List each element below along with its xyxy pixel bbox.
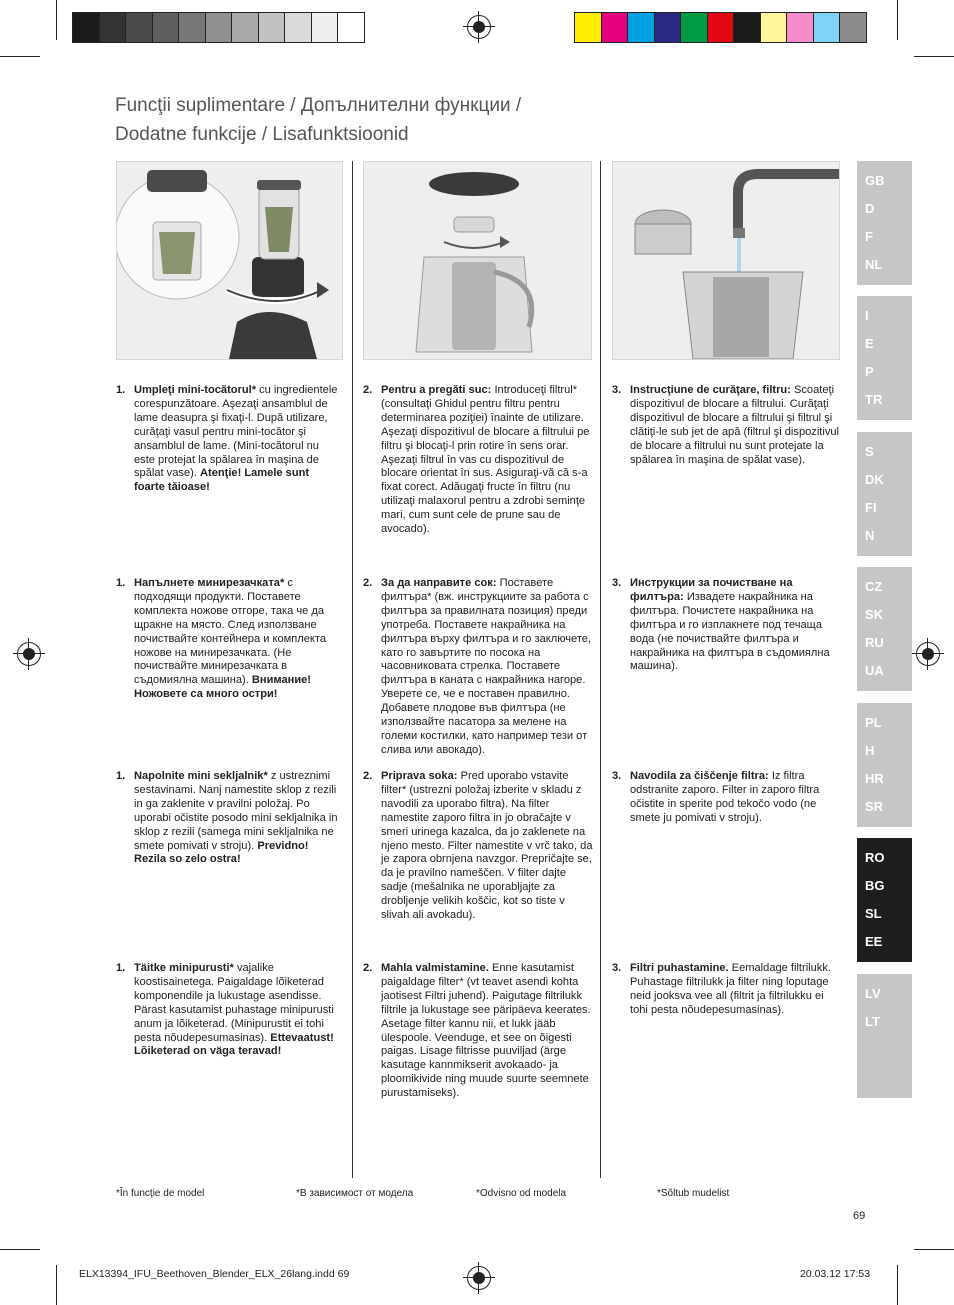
language-tab-sk: SK [865, 607, 884, 622]
color-swatch [655, 13, 682, 42]
step-number: 1. [116, 384, 126, 396]
footnote-ee: *Sõltub mudelist [657, 1188, 730, 1199]
color-swatch [814, 13, 841, 42]
color-swatch [708, 13, 735, 42]
step-body: Eemaldage filtrilukk. Puhastage filtrilukk ja filter ning loputage neid jooksva vee all (filtrit ja filtrilukku ei tohi pesta nõudepesumasinas). [630, 962, 831, 1016]
language-tab-tr: TR [865, 392, 883, 407]
step-heading: За да направите сок: [381, 577, 497, 589]
language-tab-group [857, 161, 912, 285]
step-heading: Napolnite mini sekljalnik* [134, 770, 268, 782]
step-body: Извадете накрайника на филтъра. Почистете накрайника на филтъра и го изплакнете под течаща вода (не почиствайте филтъра и накрайника на филтъра в съдомиялна машина). [630, 590, 830, 673]
registration-mark-icon [467, 15, 491, 39]
language-tab-pl: PL [865, 715, 882, 730]
step-heading: Mahla valmistamine. [381, 962, 489, 974]
mini-chopper-illustration [116, 161, 343, 360]
step-number: 1. [116, 577, 126, 589]
language-tab-group [857, 296, 912, 420]
step-heading: Instrucţiune de curăţare, filtru: [630, 384, 791, 396]
language-tab-e: E [865, 336, 874, 351]
step-body: cu ingredientele corespunzătoare. Aşezaţi ansamblul de lame deasupra şi fixaţi-l. După utilizare, curăţaţi vasul pentru mini-tocător şi ansamblul de lame. (Mini-tocătorul nu este protejat la spălarea în maşina de spălat vase). [134, 384, 338, 480]
color-swatch [206, 13, 233, 42]
language-tab-ro: RO [865, 850, 885, 865]
color-swatch [734, 13, 761, 42]
slug-filename: ELX13394_IFU_Beethoven_Blender_ELX_26lang.indd 69 [79, 1268, 350, 1280]
step-body: Поставете филтъра* (вж. инструкциите за работа с филтъра за правилната позиция) преди употреба. Поставете накрайника на филтъра върху филтъра и го заключете, като го завъртите по посока на часовниковата стрелка. Поставете филтъра в каната с накрайника нагоре. Уверете се, че е поставен правилно. Добавете плодове във филтъра (не използвайте пасатора за мелене на големи костилки, като например тези от слива или авокадо). [381, 577, 592, 756]
language-tab-gb: GB [865, 173, 885, 188]
gray-color-bar [72, 12, 365, 43]
page-title-line1: Funcţii suplimentare / Допълнителни функции / [115, 95, 522, 116]
step-text [134, 577, 342, 702]
language-tab-ru: RU [865, 635, 884, 650]
step-warning: Atenţie! Lamele sunt foarte tăioase! [134, 467, 310, 494]
step-heading: Pentru a pregăti suc: [381, 384, 492, 396]
language-tab-lv: LV [865, 986, 881, 1001]
step-text [134, 770, 342, 867]
step-number: 2. [363, 962, 373, 974]
step-text [134, 384, 342, 495]
color-swatch [153, 13, 180, 42]
color-swatch [761, 13, 788, 42]
language-tab-hr: HR [865, 771, 884, 786]
step-body: с подходящи продукти. Поставете комплекта ножове отгоре, така че да щракне на мястo. След използване почиствайте контейнера и комплекта ножове на минирезачката. (Не почиствайте минирезачката в съдомиялна машина). [134, 577, 327, 687]
step-number: 1. [116, 962, 126, 974]
registration-mark-icon [916, 642, 940, 666]
color-swatch [285, 13, 312, 42]
language-tab-s: S [865, 444, 874, 459]
step-number: 1. [116, 770, 126, 782]
step-text [630, 577, 840, 674]
color-swatch [312, 13, 339, 42]
step-text [381, 577, 595, 758]
step-heading: Navodila za čiščenje filtra: [630, 770, 769, 782]
step-body: vajalike koostisainetega. Paigaldage lõiketerad komponendile ja lukustage asendisse. Pärast kasutamist puhastage minipurusti anum ja lõiketerad. (Minipurustit ei tohi pesta nõudepesumasinas). [134, 962, 334, 1044]
step-heading: Priprava soka: [381, 770, 458, 782]
language-tab-group [857, 703, 912, 827]
language-tab-group [857, 974, 912, 1098]
step-body: Introduceţi filtrul* (consultaţi Ghidul pentru filtru pentru determinarea poziţiei) înainte de utilizare. Aşezaţi dispozitivul de blocare a filtrului pe filtru şi blocaţi-l prin rotire în sens orar. Aşezaţi filtrul în vas cu dispozitivul de blocare orientat în sus. Asiguraţi-vă că s-a fixat corect. Adăugaţi fructe în filtru (nu utilizaţi malaxorul pentru a zdrobi seminţe mari, cum sunt cele de prune sau de avocado). [381, 384, 590, 536]
step-heading: Täitke minipurusti* [134, 962, 234, 974]
footnote-ro: *În funcţie de model [116, 1188, 205, 1199]
step-number: 2. [363, 384, 373, 396]
step-body: Scoateţi dispozitivul de blocare a filtrului. Curăţaţi dispozitivul de blocare a filtrului şi filtrul şi clătiţi-le sub jet de apă (filtrul şi dispozitivul de blocare a filtrului nu sunt protejate la spălarea în maşina de spălat vase). [630, 384, 840, 466]
step-number: 2. [363, 770, 373, 782]
language-tab-bg: BG [865, 878, 885, 893]
step-warning: Внимание! Ножовете са много остри! [134, 674, 312, 701]
column-divider [600, 161, 601, 1178]
language-tab-cz: CZ [865, 579, 883, 594]
page-title-line2: Dodatne funkcije / Lisafunktsioonid [115, 124, 409, 145]
color-swatch [628, 13, 655, 42]
step-text [134, 962, 342, 1059]
color-swatch [259, 13, 286, 42]
color-swatch [100, 13, 127, 42]
slug-date: 20.03.12 17:53 [800, 1268, 871, 1280]
language-tab-dk: DK [865, 472, 884, 487]
step-text [630, 384, 840, 467]
color-swatch [338, 13, 364, 42]
step-text [381, 962, 595, 1101]
step-warning: Previdno! Rezila so zelo ostra! [134, 839, 309, 866]
step-text [381, 384, 595, 537]
step-text [630, 770, 840, 826]
footnote-sl: *Odvisno od modela [476, 1188, 567, 1199]
step-heading: Umpleţi mini-tocătorul* [134, 384, 257, 396]
language-tab-group [857, 838, 912, 962]
language-tab-sl: SL [865, 906, 882, 921]
step-number: 3. [612, 577, 622, 589]
color-swatch [232, 13, 259, 42]
step-warning: Ettevaatust! Lõiketerad on väga teravad! [134, 1031, 334, 1058]
color-swatch [126, 13, 153, 42]
registration-mark-icon [17, 642, 41, 666]
color-swatch [575, 13, 602, 42]
step-body: z ustreznimi sestavinami. Nanj namestite sklop z rezili in ga zaklenite v pravilni položaj. Po uporabi očistite posodo mini sekljalnika in sklop z rezili (samega mini sekljalnika ne smete pomivati v stroju). [134, 770, 338, 852]
color-swatch [73, 13, 100, 42]
filter-cleaning-illustration [612, 161, 840, 360]
page-number: 69 [853, 1210, 866, 1222]
step-number: 3. [612, 962, 622, 974]
juice-filter-illustration [363, 161, 592, 360]
color-swatch [602, 13, 629, 42]
language-tab-ee: EE [865, 934, 883, 949]
step-text [381, 770, 595, 923]
step-body: Pred uporabo vstavite filter* (ustrezni položaj izberite v skladu z navodili za uporabo filtra). Na filter namestite zaporo filtra in jo obračajte v smeri urinega kazalca, da jo zaklenete na njeno mesto. Filter namestite v vrč tako, da je zapora obrnjena navzgor. Prepričajte se, da je pravilno nameščen. V filter dajte sadje (mešalnika ne uporabljajte za drobljenje velikih koščic, kot so tiste v slivah ali avokadu). [381, 770, 593, 922]
language-tab-d: D [865, 201, 875, 216]
color-swatch [681, 13, 708, 42]
step-number: 3. [612, 770, 622, 782]
language-tab-group [857, 432, 912, 556]
registration-mark-icon [467, 1266, 491, 1290]
step-body: Enne kasutamist paigaldage filter* (vt teavet asendi kohta jaotisest Filtri juhend). Paigutage filtrilukk filtrile ja lukustage see päripäeva keerates. Asetage filter kannu nii, et lukk jääb ülespoole. Veenduge, et see on õigesti paigas. Lisage filtrisse puuviljad (ärge kasutage kannmikserit avokaado- ja ploomikivide ning muude suurte seemnete purustamiseks). [381, 962, 591, 1100]
step-heading: Напълнете минирезачката* [134, 577, 285, 589]
language-tab-h: H [865, 743, 875, 758]
language-tab-p: P [865, 364, 874, 379]
step-text [630, 962, 840, 1018]
language-tab-sr: SR [865, 799, 884, 814]
language-tab-n: N [865, 528, 875, 543]
language-tab-i: I [865, 308, 869, 323]
language-tab-fi: FI [865, 500, 877, 515]
language-tab-f: F [865, 229, 873, 244]
color-swatch [179, 13, 206, 42]
step-heading: Инструкции за почистване на филтъра: [630, 577, 793, 603]
step-heading: Filtri puhastamine. [630, 962, 729, 974]
process-color-bar [574, 12, 867, 43]
column-divider [352, 161, 353, 1178]
step-number: 3. [612, 384, 622, 396]
color-swatch [787, 13, 814, 42]
step-body: Iz filtra odstranite zaporo. Filter in zaporo filtra očistite in sperite pod tekočo vodo (ne smete ju pomivati v stroju). [630, 770, 820, 824]
color-swatch [840, 13, 866, 42]
language-tab-nl: NL [865, 257, 883, 272]
footnote-bg: *В зависимост от модела [296, 1188, 414, 1199]
language-tab-group [857, 567, 912, 691]
language-tab-lt: LT [865, 1014, 880, 1029]
step-number: 2. [363, 577, 373, 589]
language-tab-ua: UA [865, 663, 884, 678]
